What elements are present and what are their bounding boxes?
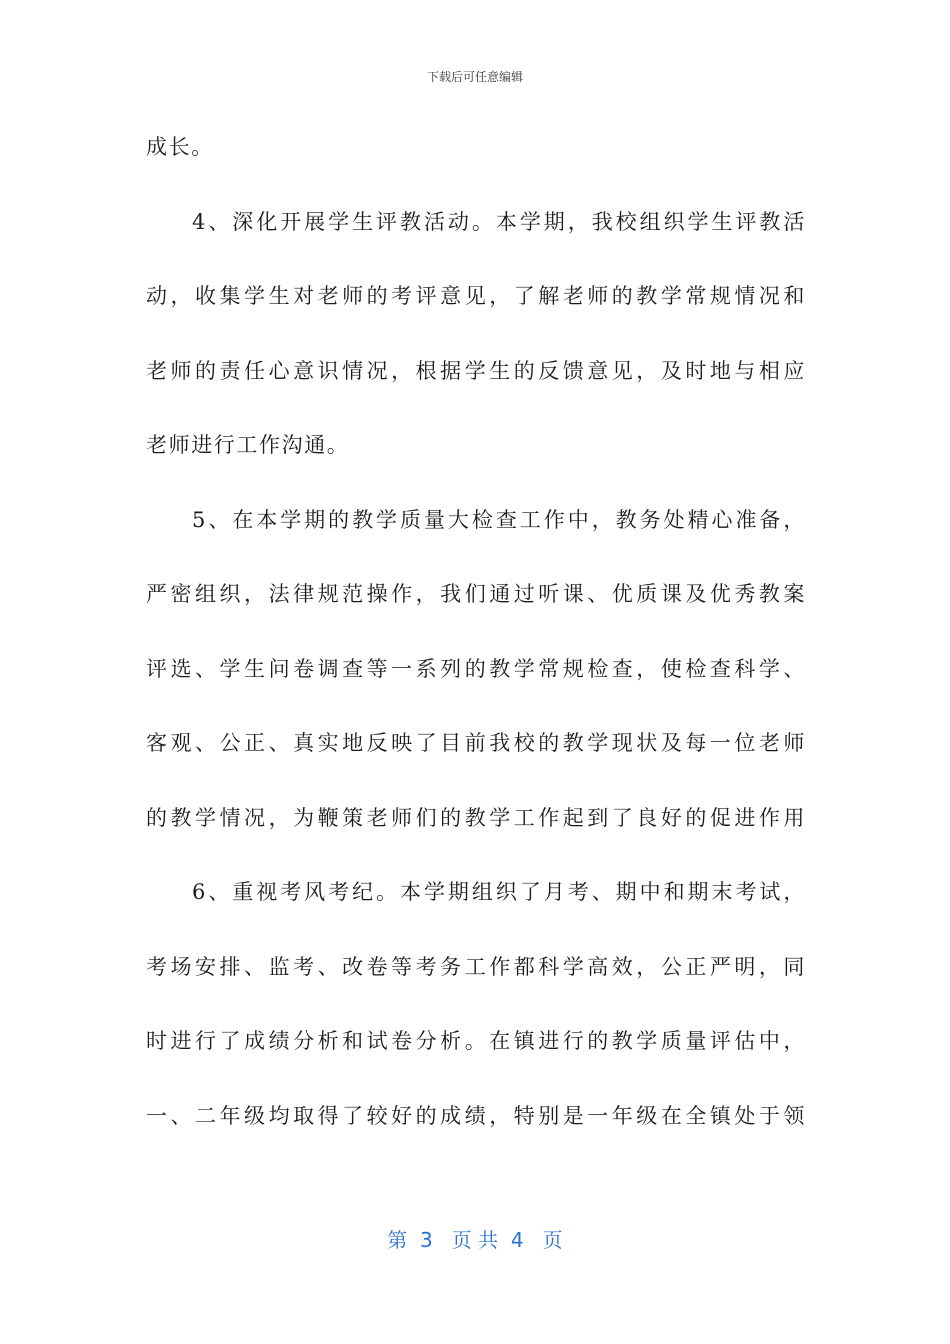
text-line: 客观、公正、真实地反映了目前我校的教学现状及每一位老师 (146, 731, 806, 755)
page-header-note: 下载后可任意编辑 (426, 70, 523, 84)
text-line: 评选、学生问卷调查等一系列的教学常规检查，使检查科学、 (146, 656, 806, 681)
text-line: 考场安排、监考、改卷等考务工作都科学高效，公正严明，同 (146, 954, 806, 979)
text-line: 老师进行工作沟通。 (146, 433, 350, 457)
text-line: 时进行了成绩分析和试卷分析。在镇进行的教学质量评估中， (146, 1029, 806, 1053)
text-line: 4、深化开展学生评教活动。本学期，我校组织学生评教活 (192, 209, 806, 234)
text-line: 成长。 (146, 135, 214, 159)
text-line: 的教学情况，为鞭策老师们的教学工作起到了良好的促进作用 (146, 805, 806, 830)
text-line: 5、在本学期的教学质量大检查工作中，教务处精心准备， (192, 507, 806, 532)
text-line: 老师的责任心意识情况，根据学生的反馈意见，及时地与相应 (146, 358, 806, 383)
page-number-footer: 第 3 页 共 4 页 (387, 1228, 563, 1252)
document-body (146, 110, 806, 1153)
text-line: 一、二年级均取得了较好的成绩，特别是一年级在全镇处于领 (146, 1103, 806, 1128)
text-line: 动，收集学生对老师的考评意见，了解老师的教学常规情况和 (146, 284, 806, 308)
text-line: 6、重视考风考纪。本学期组织了月考、期中和期末考试， (192, 880, 806, 904)
text-line: 严密组织，法律规范操作，我们通过听课、优质课及优秀教案 (146, 582, 806, 606)
